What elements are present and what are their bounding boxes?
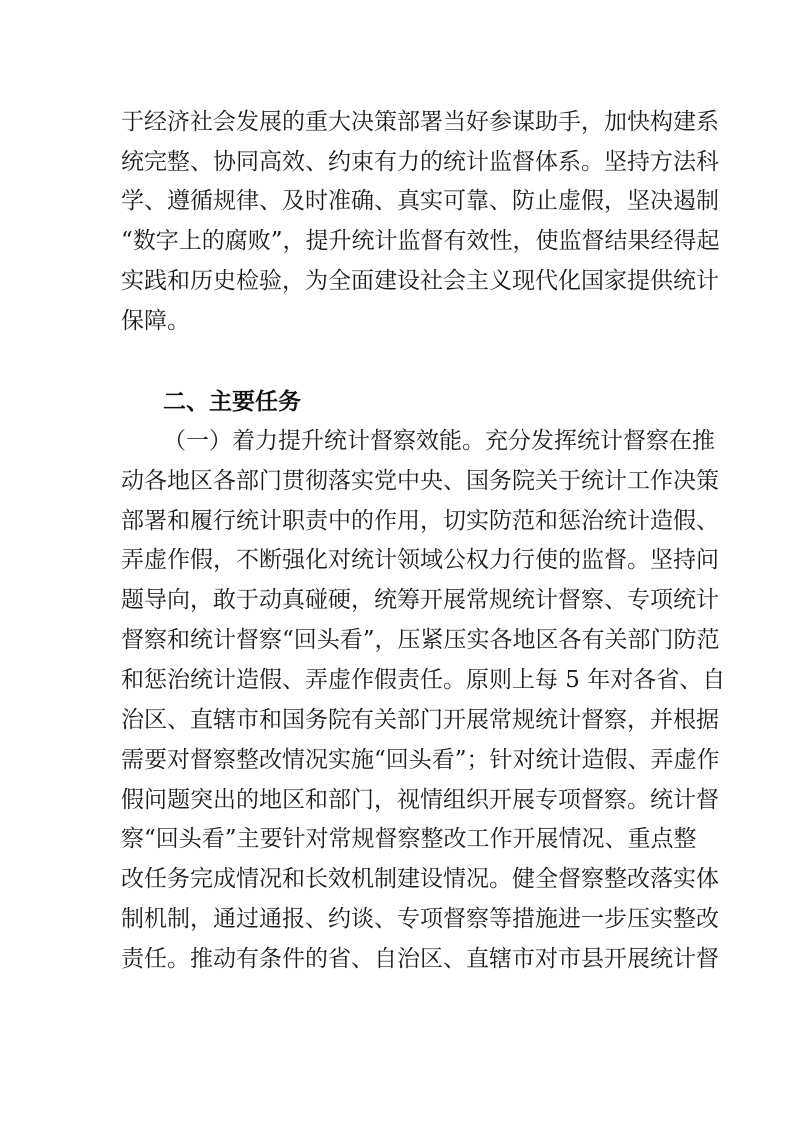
section-line-2: 动各地区各部门贯彻落实党中央、国务院关于统计工作决策 [121,468,719,494]
intro-line-6: 保障。 [121,308,190,334]
section-line-13: 制机制，通过通报、约谈、专项督察等措施进一步压实整改 [121,906,719,932]
section-line-11: 察“回头看”主要针对常规督察整改工作开展情况、重点整 [121,826,697,852]
section-line-1: （一）着力提升统计督察效能。充分发挥统计督察在推 [163,428,715,454]
section-line-6: 督察和统计督察“回头看”，压紧压实各地区各有关部门防范 [121,627,720,653]
intro-line-1: 于经济社会发展的重大决策部署当好参谋助手，加快构建系 [121,109,719,135]
section-line-4: 弄虚作假，不断强化对统计领域公权力行使的监督。坚持问 [121,547,719,573]
section-line-8: 治区、直辖市和国务院有关部门开展常规统计督察，并根据 [121,707,719,733]
section-line-5: 题导向，敢于动真碰硬，统筹开展常规统计督察、专项统计 [121,587,719,613]
intro-line-3: 学、遵循规律、及时准确、真实可靠、防止虚假，坚决遏制 [121,188,719,214]
section-heading: 二、主要任务 [163,389,301,415]
intro-line-5: 实践和历史检验，为全面建设社会主义现代化国家提供统计 [121,268,719,294]
section-line-7: 和惩治统计造假、弄虚作假责任。原则上每 5 年对各省、自 [121,667,726,693]
intro-line-2: 统完整、协同高效、约束有力的统计监督体系。坚持方法科 [121,149,719,175]
section-line-14: 责任。推动有条件的省、自治区、直辖市对市县开展统计督 [121,946,719,972]
intro-line-4: “数字上的腐败”，提升统计监督有效性，使监督结果经得起 [121,228,720,254]
section-line-12: 改任务完成情况和长效机制建设情况。健全督察整改落实体 [121,866,719,892]
section-line-10: 假问题突出的地区和部门，视情组织开展专项督察。统计督 [121,787,719,813]
section-line-9: 需要对督察整改情况实施“回头看”；针对统计造假、弄虚作 [121,747,720,773]
section-line-3: 部署和履行统计职责中的作用，切实防范和惩治统计造假、 [121,508,719,534]
